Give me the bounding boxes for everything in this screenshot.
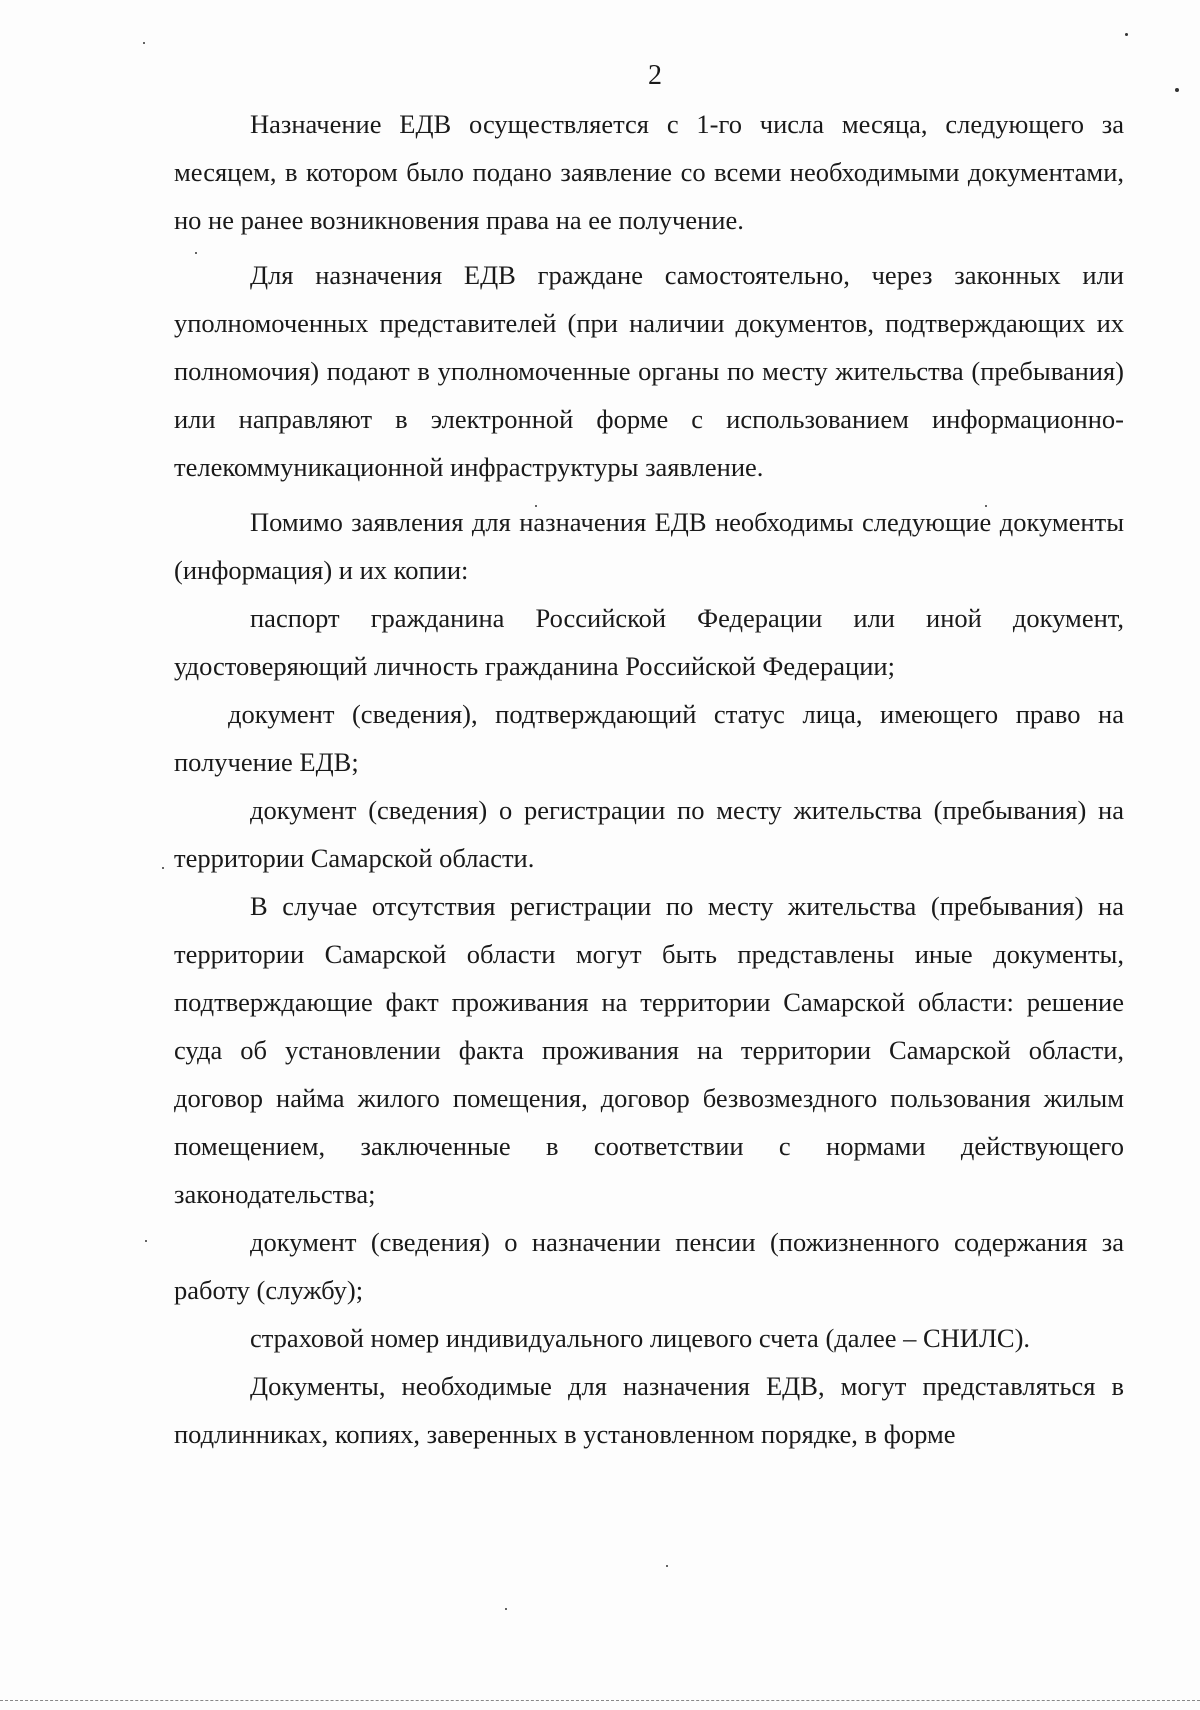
paragraph-document-forms: Документы, необходимые для назначения ЕДВ, могут представляться в подлинниках, копиях, заверенных в установленном порядке, в форме bbox=[174, 1371, 1124, 1449]
list-item-registration-document: документ (сведения) о регистрации по месту жительства (пребывания) на территории Самарской области. bbox=[174, 795, 1124, 873]
paragraph-assignment-date: Назначение ЕДВ осуществляется с 1-го числа месяца, следующего за месяцем, в котором было подано заявление со всеми необходимыми документами, но не ранее возникновения права на ее получение. bbox=[174, 109, 1124, 235]
scan-speck bbox=[985, 505, 987, 507]
scan-speck bbox=[535, 505, 537, 507]
scan-speck bbox=[145, 1240, 147, 1242]
scan-speck bbox=[1175, 88, 1179, 92]
document-body bbox=[174, 100, 1124, 1458]
paragraph-required-documents-intro: Помимо заявления для назначения ЕДВ необходимы следующие документы (информация) и их копии: bbox=[174, 507, 1124, 585]
paragraph-no-registration-case: В случае отсутствия регистрации по месту жительства (пребывания) на территории Самарской области могут быть представлены иные документы, подтверждающие факт проживания на территории Самарской области: решение суда об установлении факта проживания на территории Самарской области, договор найма жилого помещения, договор безвозмездного пользования жилым помещением, заключенные в соответствии с нормами действующего законодательства; bbox=[174, 891, 1124, 1209]
scan-speck bbox=[666, 1565, 668, 1567]
scan-speck bbox=[1125, 33, 1128, 36]
scan-speck bbox=[162, 867, 164, 869]
list-item-passport: паспорт гражданина Российской Федерации или иной документ, удостоверяющий личность гражданина Российской Федерации; bbox=[174, 603, 1124, 681]
page-number: 2 bbox=[648, 60, 662, 91]
list-item-pension-document: документ (сведения) о назначении пенсии (пожизненного содержания за работу (службу); bbox=[174, 1227, 1124, 1305]
list-item-status-document: документ (сведения), подтверждающий статус лица, имеющего право на получение ЕДВ; bbox=[174, 699, 1124, 777]
paragraph-application-submission: Для назначения ЕДВ граждане самостоятельно, через законных или уполномоченных представителей (при наличии документов, подтверждающих их полномочия) подают в уполномоченные органы по месту жительства (пребывания) или направляют в электронной форме с использованием информационно-телекоммуникационной инфраструктуры заявление. bbox=[174, 260, 1124, 482]
scan-speck bbox=[143, 42, 145, 44]
list-item-snils: страховой номер индивидуального лицевого счета (далее – СНИЛС). bbox=[250, 1323, 1031, 1353]
scan-speck bbox=[195, 252, 197, 254]
scan-speck bbox=[505, 1608, 507, 1610]
scan-edge-line bbox=[0, 1700, 1200, 1702]
